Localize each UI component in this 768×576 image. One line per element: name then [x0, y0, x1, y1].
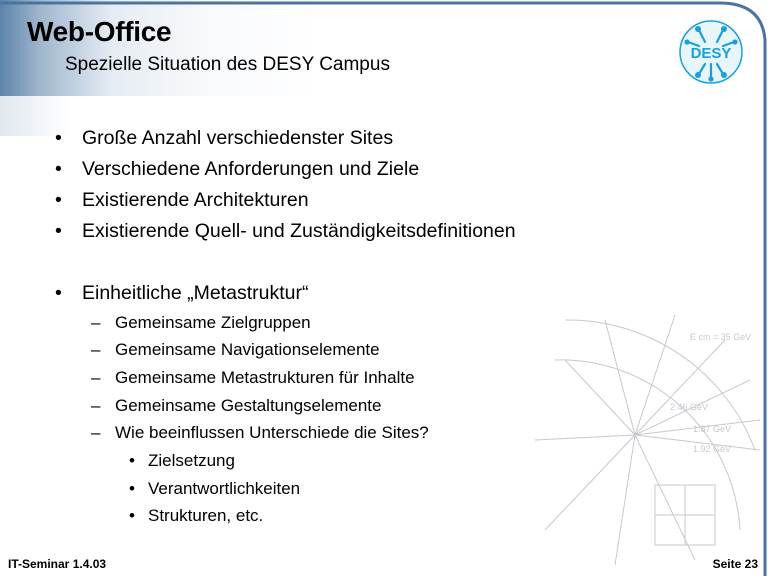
sub-bullet-text: Wie beeinflussen Unterschiede die Sites?: [115, 423, 429, 442]
desy-logo-icon: [679, 20, 743, 84]
svg-text:1.87 GeV: 1.87 GeV: [693, 424, 732, 434]
sub-bullet-text: Gemeinsame Gestaltungselemente: [115, 396, 382, 415]
footer-page-number: Seite 23: [712, 557, 758, 571]
dash-icon: –: [91, 368, 101, 387]
bullet-dot-icon: •: [55, 282, 62, 304]
sub-bullet-text: Gemeinsame Metastrukturen für Inhalte: [115, 368, 415, 387]
svg-text:2.46 GeV: 2.46 GeV: [670, 402, 709, 412]
bullet-dot-icon: •: [55, 220, 62, 242]
sub-bullet-text: Gemeinsame Zielgruppen: [115, 313, 311, 332]
dash-icon: –: [91, 340, 101, 359]
bullet-dot-icon: •: [55, 127, 62, 149]
slide-subtitle: Spezielle Situation des DESY Campus: [65, 54, 390, 75]
sub-sub-bullet-text: Zielsetzung: [148, 451, 235, 470]
bullet-text: Existierende Architekturen: [82, 189, 309, 211]
bullet-dot-icon: •: [129, 479, 135, 498]
sub-bullet-text: Gemeinsame Navigationselemente: [115, 340, 380, 359]
dash-icon: –: [91, 396, 101, 415]
bullet-dot-icon: •: [55, 158, 62, 180]
bullet-dot-icon: •: [129, 506, 135, 525]
svg-text:1.92 GeV: 1.92 GeV: [693, 444, 732, 454]
dash-icon: –: [91, 313, 101, 332]
bullet-dot-icon: •: [55, 189, 62, 211]
slide-title: Web-Office: [27, 16, 172, 47]
bullet-text: Verschiedene Anforderungen und Ziele: [82, 158, 420, 180]
svg-text:E cm = 35 GeV: E cm = 35 GeV: [690, 332, 752, 342]
particle-event-display-art: [525, 300, 768, 576]
sub-sub-bullet-text: Strukturen, etc.: [148, 506, 264, 525]
bullet-dot-icon: •: [129, 451, 135, 470]
sub-sub-bullet-text: Verantwortlichkeiten: [148, 479, 301, 498]
bullet-text: Einheitliche „Metastruktur“: [82, 282, 309, 304]
logo-text: DESY: [690, 45, 732, 62]
bullet-text: Große Anzahl verschiedenster Sites: [82, 127, 394, 149]
bullet-text: Existierende Quell- und Zuständigkeitsdefinitionen: [82, 220, 516, 242]
dash-icon: –: [91, 423, 101, 442]
footer-event: IT-Seminar 1.4.03: [8, 557, 107, 571]
